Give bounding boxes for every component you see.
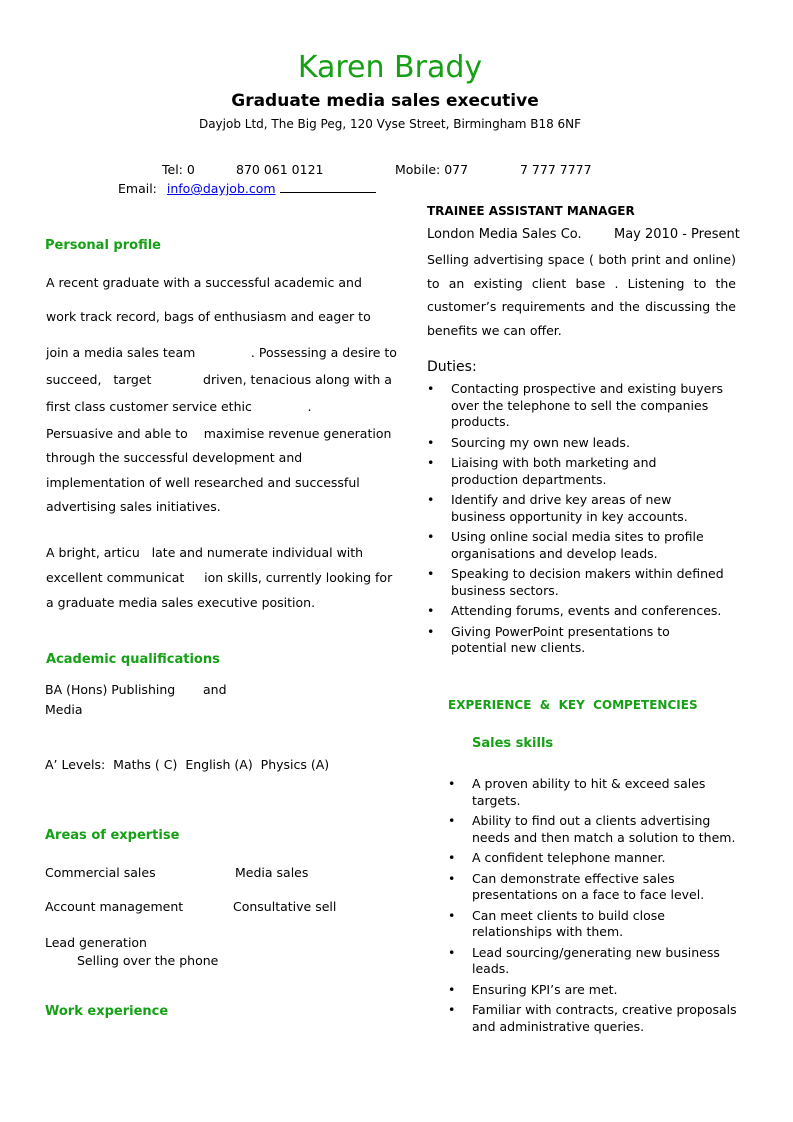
degree-line: BA (Hons) Publishing and	[45, 682, 227, 697]
competencies-heading: EXPERIENCE & KEY COMPETENCIES	[448, 698, 698, 712]
list-item: • Ability to find out a clients advertising needs and then match a solution to them.	[448, 813, 740, 846]
tel-number: 870 061 0121	[236, 162, 324, 177]
profile-line: advertising sales initiatives.	[46, 499, 221, 514]
personal-profile-heading: Personal profile	[45, 238, 161, 253]
profile-line: Persuasive and able to maximise revenue generation	[46, 426, 392, 441]
profile-line: first class customer service ethic .	[46, 399, 312, 414]
mobile-label: Mobile: 077	[395, 162, 469, 177]
list-item: • A confident telephone manner.	[448, 850, 740, 867]
profile-line: A bright, articu late and numerate individual with	[46, 545, 364, 560]
expertise-item: Media sales	[235, 865, 309, 880]
expertise-heading: Areas of expertise	[45, 828, 180, 843]
mobile-number: 7 777 7777	[520, 162, 592, 177]
list-item: • Ensuring KPI’s are met.	[448, 982, 740, 999]
profile-line: implementation of well researched and successful	[46, 475, 360, 490]
list-item: • Attending forums, events and conferences.	[427, 603, 727, 620]
profile-line: work track record, bags of enthusiasm and eager to	[46, 309, 371, 324]
profile-line: a graduate media sales executive position.	[46, 595, 316, 610]
list-item: • Sourcing my own new leads.	[427, 435, 727, 452]
profile-line: through the successful development and	[46, 450, 303, 465]
duties-list	[427, 381, 727, 657]
sales-skills-heading: Sales skills	[472, 736, 554, 751]
expertise-item: Commercial sales	[45, 865, 156, 880]
work-experience-heading: Work experience	[45, 1004, 169, 1019]
profile-line: excellent communicat ion skills, currently looking for	[46, 570, 393, 585]
job-title: Graduate media sales executive	[231, 91, 539, 111]
list-item: • A proven ability to hit & exceed sales targets.	[448, 776, 740, 809]
duties-heading: Duties:	[427, 359, 477, 375]
profile-line: succeed, target driven, tenacious along with a	[46, 372, 392, 387]
a-levels: A’ Levels: Maths ( C) English (A) Physics (A)	[45, 757, 330, 772]
email-row	[118, 181, 376, 196]
list-item: • Speaking to decision makers within defined business sectors.	[427, 566, 727, 599]
job-company: London Media Sales Co.	[427, 227, 582, 242]
job-description: Selling advertising space ( both print and online) to an existing client base . Listening to the customer’s requirements and the discussing the benefits we can offer.	[427, 252, 736, 338]
degree-line: Media	[45, 702, 83, 717]
list-item: • Lead sourcing/generating new business leads.	[448, 945, 740, 978]
expertise-item: Selling over the phone	[77, 953, 219, 968]
candidate-name: Karen Brady	[297, 50, 483, 85]
profile-line: A recent graduate with a successful academic and	[46, 275, 362, 290]
competencies-list	[448, 776, 740, 1035]
tel-label: Tel: 0	[162, 162, 195, 177]
expertise-item: Lead generation	[45, 935, 147, 950]
list-item: • Can demonstrate effective sales presentations on a face to face level.	[448, 871, 740, 904]
job-dates: May 2010 - Present	[614, 227, 740, 242]
list-item: • Using online social media sites to profile organisations and develop leads.	[427, 529, 727, 562]
expertise-item: Account management	[45, 899, 184, 914]
profile-line: join a media sales team . Possessing a desire to	[46, 345, 397, 360]
list-item: • Identify and drive key areas of new business opportunity in key accounts.	[427, 492, 727, 525]
address: Dayjob Ltd, The Big Peg, 120 Vyse Street, Birmingham B18 6NF	[198, 117, 582, 131]
list-item: • Liaising with both marketing and production departments.	[427, 455, 727, 488]
email-underline	[280, 181, 376, 193]
list-item: • Can meet clients to build close relationships with them.	[448, 908, 740, 941]
list-item: • Contacting prospective and existing buyers over the telephone to sell the companies products.	[427, 381, 727, 431]
job-role: TRAINEE ASSISTANT MANAGER	[427, 204, 635, 218]
list-item: • Giving PowerPoint presentations to potential new clients.	[427, 624, 727, 657]
expertise-item: Consultative sell	[233, 899, 337, 914]
academic-heading: Academic qualifications	[46, 652, 220, 667]
list-item: • Familiar with contracts, creative proposals and administrative queries.	[448, 1002, 740, 1035]
email-label: Email:	[118, 181, 157, 196]
email-link[interactable]: info@dayjob.com	[166, 181, 276, 196]
